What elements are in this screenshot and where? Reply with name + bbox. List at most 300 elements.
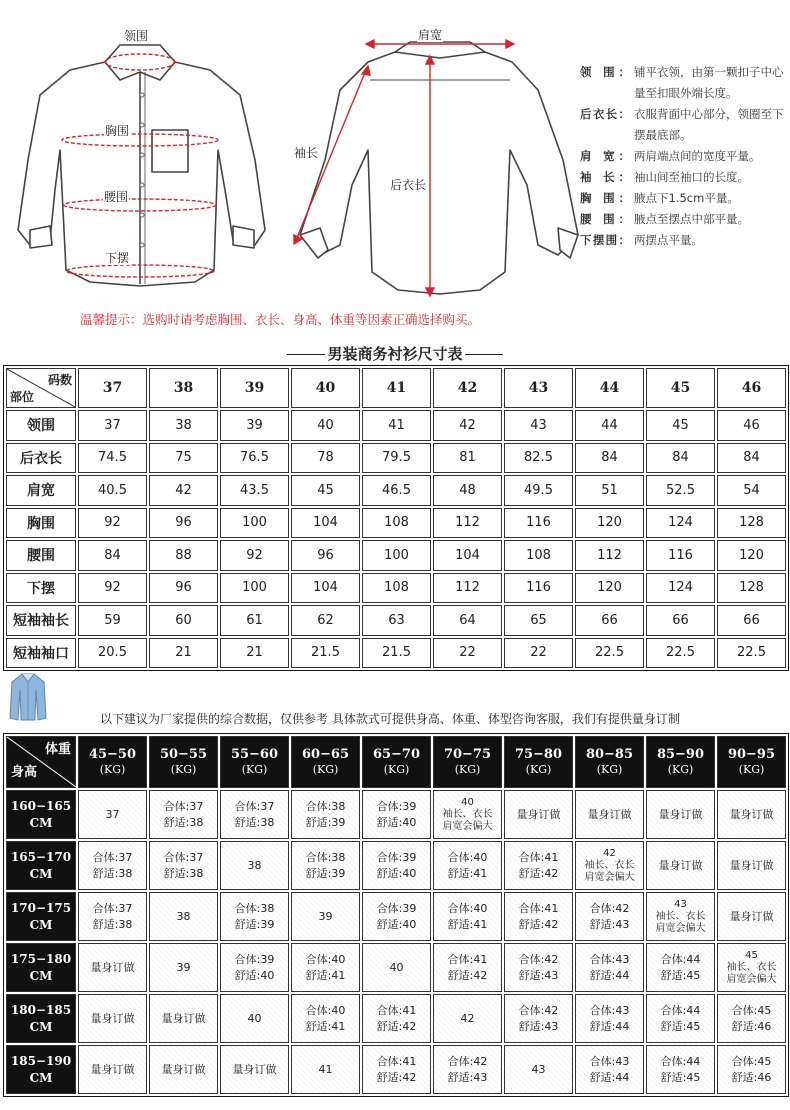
fit-cell — [220, 994, 289, 1043]
size-cell: 128 — [717, 573, 786, 604]
title-rule-right — [465, 354, 503, 355]
weight-column-header — [149, 736, 218, 788]
fit-cell-line: 量身订做 — [90, 1062, 135, 1076]
size-cell: 128 — [717, 508, 786, 539]
size-cell: 21.5 — [362, 638, 431, 669]
fit-cell-line: 37 — [105, 807, 120, 821]
fit-cell — [646, 841, 715, 890]
size-cell: 78 — [291, 443, 360, 474]
fit-cell-line: 合体:40 — [305, 1003, 346, 1017]
weight-range: 45−50 — [88, 747, 137, 762]
fit-cell — [291, 892, 360, 941]
size-column-header: 44 — [575, 368, 644, 408]
fit-cell-line: 肩宽会偏大 — [655, 922, 706, 934]
height-range: 170−175 — [10, 900, 72, 915]
fit-cell-line: 合体:39 — [376, 799, 417, 813]
definition-row: 肩 宽： 两肩端点间的宽度平量。 — [580, 149, 761, 163]
fit-cell-line: 量身订做 — [729, 858, 774, 872]
size-cell: 22 — [504, 638, 573, 669]
size-cell: 120 — [575, 508, 644, 539]
fit-cell-line: 肩宽会偏大 — [726, 973, 777, 985]
size-row-label: 后衣长 — [6, 443, 76, 474]
fit-cell-line: 舒适:40 — [376, 815, 417, 829]
fit-cell-line: 合体:38 — [305, 850, 346, 864]
fit-cell-line: 舒适:46 — [731, 1070, 772, 1084]
fit-cell-line: 肩宽会偏大 — [584, 871, 635, 883]
size-table — [3, 365, 789, 671]
size-row-label: 短袖袖长 — [6, 605, 76, 636]
size-row — [6, 443, 786, 474]
weight-range: 75−80 — [514, 747, 563, 762]
fit-cell-line: 合体:42 — [447, 1054, 488, 1068]
size-row-label: 下摆 — [6, 573, 76, 604]
fit-cell-line: 41 — [318, 1062, 333, 1076]
fit-cell-line: 合体:39 — [376, 901, 417, 915]
size-cell: 100 — [362, 540, 431, 571]
fit-cell-line: 合体:41 — [376, 1054, 417, 1068]
fit-cell-line: 舒适:38 — [92, 866, 133, 880]
fit-cell — [149, 790, 218, 839]
size-cell: 84 — [717, 443, 786, 474]
fit-cell-line: 舒适:46 — [731, 1019, 772, 1033]
size-cell: 124 — [646, 508, 715, 539]
fit-cell-line: 舒适:39 — [305, 866, 346, 880]
fit-cell-line: 舒适:44 — [589, 1070, 630, 1084]
weight-range: 70−75 — [443, 747, 492, 762]
size-cell: 120 — [575, 573, 644, 604]
fit-cell-line: 合体:44 — [660, 1054, 701, 1068]
title-rule-left — [287, 354, 325, 355]
fit-cell-line: 合体:41 — [376, 1003, 417, 1017]
weight-range: 65−70 — [372, 747, 421, 762]
fit-cell-line: 舒适:43 — [518, 968, 559, 982]
fit-cell — [291, 994, 360, 1043]
size-column-header: 37 — [78, 368, 147, 408]
weight-range: 90−95 — [727, 747, 776, 762]
fit-cell — [504, 790, 573, 839]
weight-unit: (KG) — [454, 763, 481, 776]
size-cell: 44 — [575, 410, 644, 441]
size-cell: 38 — [149, 410, 218, 441]
size-row — [6, 573, 786, 604]
size-header-row — [6, 368, 786, 408]
fit-cell-line: 舒适:45 — [660, 968, 701, 982]
fit-cell-line: 袖长、衣长 — [584, 859, 635, 871]
fit-cell-line: 舒适:40 — [376, 866, 417, 880]
fit-cell — [433, 892, 502, 941]
size-cell: 43 — [504, 410, 573, 441]
size-cell: 84 — [78, 540, 147, 571]
fit-cell — [433, 790, 502, 839]
fit-cell — [433, 943, 502, 992]
rec-table-corner: 体重 身高 — [6, 736, 76, 788]
fit-cell — [717, 1045, 786, 1094]
size-row-label: 肩宽 — [6, 475, 76, 506]
size-table-title: 男装商务衬衫尺寸表 — [0, 343, 790, 364]
height-row — [6, 841, 786, 890]
height-row-header — [6, 790, 76, 839]
height-row-header — [6, 1045, 76, 1094]
fit-cell — [291, 1045, 360, 1094]
size-cell: 84 — [646, 443, 715, 474]
size-cell: 82.5 — [504, 443, 573, 474]
definition-row: 下摆围： 两摆点平量。 — [580, 233, 703, 247]
size-cell: 51 — [575, 475, 644, 506]
fit-cell-line: 舒适:38 — [234, 815, 275, 829]
size-cell: 22.5 — [646, 638, 715, 669]
fit-cell — [149, 841, 218, 890]
size-cell: 42 — [149, 475, 218, 506]
weight-unit: (KG) — [525, 763, 552, 776]
size-cell: 108 — [362, 508, 431, 539]
fit-cell-line: 42 — [603, 847, 616, 859]
size-column-header: 40 — [291, 368, 360, 408]
size-cell: 112 — [433, 508, 502, 539]
size-row — [6, 475, 786, 506]
height-unit: CM — [29, 1070, 53, 1085]
fit-cell-line: 舒适:39 — [305, 815, 346, 829]
measurement-illustration — [0, 0, 790, 340]
fit-cell — [646, 943, 715, 992]
size-column-header: 39 — [220, 368, 289, 408]
size-cell: 92 — [78, 573, 147, 604]
fit-cell — [504, 994, 573, 1043]
fit-cell-line: 舒适:43 — [518, 1019, 559, 1033]
fit-cell — [362, 994, 431, 1043]
fit-cell — [220, 1045, 289, 1094]
fit-cell-line: 袖长、衣长 — [442, 808, 493, 820]
waist-label: 腰围 — [104, 190, 129, 204]
fit-cell — [717, 790, 786, 839]
size-cell: 21 — [220, 638, 289, 669]
size-column-header: 38 — [149, 368, 218, 408]
fit-cell — [291, 790, 360, 839]
size-row — [6, 540, 786, 571]
fit-cell-line: 45 — [745, 949, 758, 961]
fit-cell-line: 舒适:42 — [376, 1070, 417, 1084]
definition-row: 后衣长： 衣服背面中心部分，领圈至下摆最底部。 — [580, 107, 784, 142]
fit-cell-line: 合体:43 — [589, 1003, 630, 1017]
height-row-header — [6, 943, 76, 992]
fit-recommendation-table — [3, 733, 789, 1097]
height-unit: CM — [29, 1019, 53, 1034]
size-cell: 21 — [149, 638, 218, 669]
weight-column-header — [78, 736, 147, 788]
definition-row: 胸 围： 腋点下1.5cm平量。 — [580, 191, 739, 205]
fit-cell-line: 舒适:42 — [447, 968, 488, 982]
fit-cell-line: 舒适:43 — [447, 1070, 488, 1084]
fit-cell — [433, 1045, 502, 1094]
fit-cell-line: 42 — [460, 1011, 475, 1025]
size-cell: 112 — [575, 540, 644, 571]
size-cell: 66 — [575, 605, 644, 636]
height-range: 160−165 — [10, 798, 72, 813]
weight-range: 55−60 — [230, 747, 279, 762]
size-cell: 74.5 — [78, 443, 147, 474]
fit-cell-line: 袖长、衣长 — [726, 961, 777, 973]
weight-unit: (KG) — [667, 763, 694, 776]
fit-cell-line: 40 — [389, 960, 404, 974]
fit-cell-line: 舒适:38 — [163, 815, 204, 829]
fit-cell-line: 合体:42 — [518, 1003, 559, 1017]
fit-cell-line: 量身订做 — [516, 807, 561, 821]
weight-column-header — [575, 736, 644, 788]
size-cell: 43.5 — [220, 475, 289, 506]
fit-cell-line: 舒适:38 — [92, 917, 133, 931]
size-cell: 64 — [433, 605, 502, 636]
fit-cell-line: 量身订做 — [587, 807, 632, 821]
weight-column-header — [717, 736, 786, 788]
height-row — [6, 994, 786, 1043]
fit-cell — [291, 943, 360, 992]
fit-cell-line: 舒适:40 — [234, 968, 275, 982]
fit-cell-line: 合体:45 — [731, 1054, 772, 1068]
definition-row: 袖 长： 袖山间至袖口的长度。 — [580, 170, 749, 184]
fit-cell — [575, 943, 644, 992]
fit-cell — [291, 841, 360, 890]
size-cell: 108 — [362, 573, 431, 604]
fit-cell-line: 量身订做 — [729, 909, 774, 923]
height-row-header — [6, 841, 76, 890]
height-unit: CM — [29, 968, 53, 983]
size-cell: 116 — [504, 508, 573, 539]
fit-cell-line: 舒适:45 — [660, 1070, 701, 1084]
size-cell: 37 — [78, 410, 147, 441]
fit-cell — [362, 1045, 431, 1094]
fit-cell — [78, 892, 147, 941]
fit-cell-line: 肩宽会偏大 — [442, 820, 493, 832]
size-column-header: 43 — [504, 368, 573, 408]
weight-unit: (KG) — [312, 763, 339, 776]
fit-cell — [646, 790, 715, 839]
weight-unit: (KG) — [170, 763, 197, 776]
size-cell: 104 — [433, 540, 502, 571]
weight-range: 80−85 — [585, 747, 634, 762]
fit-cell-line: 舒适:41 — [447, 917, 488, 931]
size-cell: 46.5 — [362, 475, 431, 506]
weight-column-header — [433, 736, 502, 788]
size-column-header: 46 — [717, 368, 786, 408]
fit-cell-line: 量身订做 — [729, 807, 774, 821]
size-cell: 22.5 — [575, 638, 644, 669]
size-cell: 39 — [220, 410, 289, 441]
fit-cell-line: 合体:42 — [518, 952, 559, 966]
fit-cell — [78, 943, 147, 992]
weight-column-header — [291, 736, 360, 788]
size-row-label: 短袖袖口 — [6, 638, 76, 669]
fit-cell-line: 合体:40 — [447, 850, 488, 864]
fit-cell-line: 舒适:41 — [305, 968, 346, 982]
shoulder-label: 肩宽 — [418, 28, 443, 42]
fit-cell — [433, 841, 502, 890]
fit-cell — [149, 943, 218, 992]
fit-cell-line: 舒适:44 — [589, 968, 630, 982]
size-cell: 60 — [149, 605, 218, 636]
fit-cell — [646, 994, 715, 1043]
fit-cell — [646, 1045, 715, 1094]
fit-cell-line: 合体:42 — [589, 901, 630, 915]
weight-unit: (KG) — [596, 763, 623, 776]
size-column-header: 41 — [362, 368, 431, 408]
size-cell: 112 — [433, 573, 502, 604]
size-cell: 124 — [646, 573, 715, 604]
height-unit: CM — [29, 866, 53, 881]
size-cell: 81 — [433, 443, 502, 474]
height-range: 180−185 — [10, 1002, 72, 1017]
fit-cell — [717, 943, 786, 992]
size-cell: 88 — [149, 540, 218, 571]
size-row — [6, 508, 786, 539]
fit-cell — [220, 943, 289, 992]
fit-cell-line: 合体:37 — [92, 901, 133, 915]
fit-cell — [362, 892, 431, 941]
height-unit: CM — [29, 917, 53, 932]
size-cell: 22 — [433, 638, 502, 669]
size-cell: 62 — [291, 605, 360, 636]
measurement-definitions — [580, 62, 785, 251]
fit-cell — [220, 841, 289, 890]
fit-cell-line: 合体:43 — [589, 1054, 630, 1068]
size-table-corner: 码数 部位 — [6, 368, 76, 408]
fit-cell — [575, 790, 644, 839]
size-row-label: 胸围 — [6, 508, 76, 539]
fit-cell — [149, 994, 218, 1043]
height-row — [6, 943, 786, 992]
size-row-label: 腰围 — [6, 540, 76, 571]
shirt-thumbnail — [8, 670, 48, 722]
fit-cell-line: 舒适:40 — [376, 917, 417, 931]
fit-cell — [575, 841, 644, 890]
size-row — [6, 605, 786, 636]
fit-cell-line: 舒适:43 — [589, 917, 630, 931]
size-cell: 42 — [433, 410, 502, 441]
fit-cell-line: 合体:40 — [305, 952, 346, 966]
sleeve-label: 袖长 — [294, 146, 319, 160]
size-column-header: 45 — [646, 368, 715, 408]
fit-cell-line: 合体:37 — [163, 799, 204, 813]
fit-cell — [575, 892, 644, 941]
fit-cell-line: 40 — [461, 796, 474, 808]
size-cell: 52.5 — [646, 475, 715, 506]
height-range: 165−170 — [10, 849, 72, 864]
fit-cell-line: 量身订做 — [90, 1011, 135, 1025]
fit-cell-line: 舒适:42 — [376, 1019, 417, 1033]
size-cell: 41 — [362, 410, 431, 441]
fit-cell — [717, 892, 786, 941]
rec-header-row — [6, 736, 786, 788]
size-cell: 92 — [78, 508, 147, 539]
fit-cell-line: 合体:40 — [447, 901, 488, 915]
fit-cell-line: 39 — [176, 960, 191, 974]
chest-label: 胸围 — [105, 124, 130, 138]
hem-label: 下摆 — [105, 251, 130, 265]
fit-cell — [362, 841, 431, 890]
size-cell: 22.5 — [717, 638, 786, 669]
fit-cell-line: 合体:41 — [518, 901, 559, 915]
weight-unit: (KG) — [383, 763, 410, 776]
fit-cell-line: 舒适:41 — [447, 866, 488, 880]
fit-cell — [504, 841, 573, 890]
fit-cell-line: 39 — [318, 909, 333, 923]
size-cell: 40 — [291, 410, 360, 441]
weight-column-header — [504, 736, 573, 788]
definition-row: 领 围： 铺平衣领，由第一颗扣子中心量至扣眼外端长度。 — [580, 65, 784, 100]
fit-cell-line: 合体:39 — [376, 850, 417, 864]
size-cell: 92 — [220, 540, 289, 571]
size-cell: 75 — [149, 443, 218, 474]
weight-unit: (KG) — [241, 763, 268, 776]
fit-cell — [504, 1045, 573, 1094]
fit-cell — [78, 841, 147, 890]
fit-cell — [220, 790, 289, 839]
fit-cell-line: 40 — [247, 1011, 262, 1025]
fit-cell — [78, 994, 147, 1043]
weight-column-header — [220, 736, 289, 788]
size-cell: 96 — [149, 573, 218, 604]
fit-cell-line: 合体:41 — [447, 952, 488, 966]
fit-cell-line: 合体:41 — [518, 850, 559, 864]
fit-cell — [646, 892, 715, 941]
size-cell: 61 — [220, 605, 289, 636]
height-row — [6, 790, 786, 839]
size-cell: 48 — [433, 475, 502, 506]
height-range: 185−190 — [10, 1053, 72, 1068]
size-cell: 100 — [220, 508, 289, 539]
size-row — [6, 410, 786, 441]
fit-cell — [575, 1045, 644, 1094]
size-cell: 108 — [504, 540, 573, 571]
size-column-header: 42 — [433, 368, 502, 408]
size-cell: 116 — [504, 573, 573, 604]
fit-cell — [575, 994, 644, 1043]
weight-column-header — [646, 736, 715, 788]
weight-unit: (KG) — [738, 763, 765, 776]
size-cell: 66 — [646, 605, 715, 636]
weight-range: 60−65 — [301, 747, 350, 762]
size-cell: 66 — [717, 605, 786, 636]
height-row — [6, 892, 786, 941]
weight-column-header — [362, 736, 431, 788]
purchase-tip: 温馨提示：选购时请考虑胸围、衣长、身高、体重等因素正确选择购买。 — [80, 312, 481, 327]
fit-cell — [220, 892, 289, 941]
fit-cell-line: 43 — [531, 1062, 546, 1076]
fit-cell-line: 合体:44 — [660, 952, 701, 966]
recommendation-note: 以下建议为厂家提供的综合数据，仅供参考 具体款式可提供身高、体重、体型咨询客服，我们有提供量身订制 — [100, 712, 680, 726]
fit-cell-line: 袖长、衣长 — [655, 910, 706, 922]
fit-cell-line: 量身订做 — [90, 960, 135, 974]
fit-cell-line: 舒适:41 — [305, 1019, 346, 1033]
fit-cell-line: 量身订做 — [232, 1062, 277, 1076]
fit-cell — [149, 892, 218, 941]
fit-cell-line: 合体:38 — [234, 901, 275, 915]
fit-cell — [78, 790, 147, 839]
size-cell: 120 — [717, 540, 786, 571]
fit-cell — [78, 1045, 147, 1094]
collar-label: 领围 — [124, 29, 149, 43]
size-cell: 45 — [646, 410, 715, 441]
fit-cell-line: 舒适:42 — [518, 866, 559, 880]
fit-cell-line: 合体:45 — [731, 1003, 772, 1017]
size-row-label: 领围 — [6, 410, 76, 441]
fit-cell-line: 合体:37 — [234, 799, 275, 813]
fit-cell-line: 合体:37 — [92, 850, 133, 864]
weight-unit: (KG) — [99, 763, 126, 776]
fit-cell-line: 量身订做 — [658, 807, 703, 821]
back-length-label: 后衣长 — [390, 178, 427, 192]
fit-cell-line: 舒适:38 — [163, 866, 204, 880]
fit-cell — [433, 994, 502, 1043]
size-cell: 54 — [717, 475, 786, 506]
